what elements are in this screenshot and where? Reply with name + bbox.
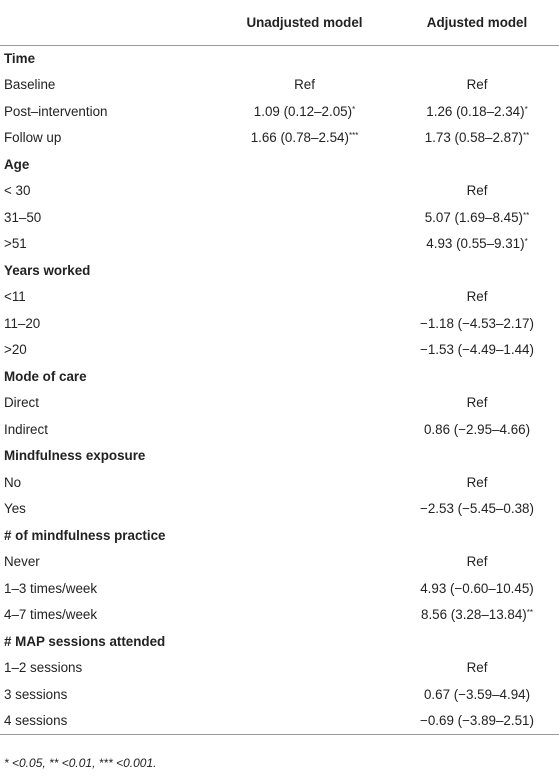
unadjusted-value (214, 205, 395, 232)
unadjusted-value (214, 284, 395, 311)
adjusted-value (395, 72, 559, 99)
unadjusted-value (214, 602, 395, 629)
table-row (0, 311, 559, 338)
adjusted-value-text: Ref (466, 289, 488, 305)
row-label: >51 (4, 236, 27, 252)
adjusted-value-text: −1.18 (−4.53–2.17) (420, 315, 534, 331)
adjusted-value (395, 337, 559, 364)
adjusted-value-text: 8.56 (3.28–13.84) (421, 607, 527, 623)
unadjusted-value (214, 417, 395, 444)
section-label: Mindfulness exposure (4, 448, 146, 464)
adjusted-value (395, 549, 559, 576)
significance-marker: *** (348, 131, 359, 141)
adjusted-value (395, 99, 559, 126)
table-row (0, 496, 559, 523)
row-label: Indirect (4, 421, 48, 437)
table-row (0, 178, 559, 205)
footnote: * <0.05, ** <0.01, *** <0.001. (4, 756, 157, 770)
adjusted-value-text: −1.53 (−4.49–1.44) (420, 342, 534, 358)
row-label: <11 (4, 289, 26, 305)
adjusted-value (395, 417, 559, 444)
unadjusted-value (214, 708, 395, 735)
adjusted-value-text: 1.26 (0.18–2.34) (426, 103, 525, 119)
unadjusted-value (214, 390, 395, 417)
section-row (0, 523, 559, 550)
row-label: No (4, 474, 22, 490)
adjusted-value (395, 576, 559, 603)
adjusted-value (395, 602, 559, 629)
row-label: 4–7 times/week (4, 607, 98, 623)
adjusted-value (395, 655, 559, 682)
adjusted-value-text: Ref (466, 554, 488, 570)
adjusted-value-text: Ref (466, 660, 488, 676)
table-row (0, 708, 559, 735)
section-label: Age (4, 156, 30, 172)
row-label: Post–intervention (4, 103, 108, 119)
row-label: 1–2 sessions (4, 660, 83, 676)
significance-marker: * (352, 104, 356, 114)
significance-marker: ** (526, 608, 533, 618)
unadjusted-value (214, 682, 395, 709)
adjusted-value (395, 496, 559, 523)
section-row (0, 364, 559, 391)
adjusted-value-text: Ref (466, 474, 488, 490)
adjusted-value-text: 4.93 (0.55–9.31) (426, 236, 525, 252)
unadjusted-value (214, 549, 395, 576)
adjusted-value (395, 708, 559, 735)
section-row (0, 46, 559, 73)
unadjusted-value (214, 125, 395, 152)
adjusted-value (395, 470, 559, 497)
table-row (0, 602, 559, 629)
section-row (0, 258, 559, 285)
adjusted-value (395, 205, 559, 232)
unadjusted-value (214, 576, 395, 603)
adjusted-value (395, 231, 559, 258)
table-body (0, 46, 559, 735)
section-label: # of mindfulness practice (4, 527, 166, 543)
table-row (0, 390, 559, 417)
unadjusted-value (214, 311, 395, 338)
row-label: Yes (4, 501, 26, 517)
unadjusted-value (214, 496, 395, 523)
unadjusted-value (214, 655, 395, 682)
table-row (0, 231, 559, 258)
adjusted-value (395, 390, 559, 417)
adjusted-value-text: 0.67 (−3.59–4.94) (423, 686, 531, 702)
adjusted-value-text: 4.93 (−0.60–10.45) (420, 580, 534, 596)
section-label: Time (4, 51, 36, 66)
table-row (0, 125, 559, 152)
table-row (0, 72, 559, 99)
adjusted-value (395, 284, 559, 311)
table-row (0, 655, 559, 682)
row-label: Direct (4, 395, 39, 411)
adjusted-value-text: −0.69 (−3.89–2.51) (420, 713, 534, 728)
table-row (0, 549, 559, 576)
header-variable (0, 0, 214, 46)
row-label: 3 sessions (4, 686, 68, 702)
section-row (0, 629, 559, 656)
adjusted-value-text: Ref (466, 77, 488, 93)
table-row (0, 205, 559, 232)
header-row (0, 0, 559, 46)
unadjusted-value (214, 72, 395, 99)
significance-marker: ** (523, 210, 530, 220)
row-label: 1–3 times/week (4, 580, 98, 596)
row-label: 11–20 (4, 315, 41, 331)
unadjusted-value-text: Ref (294, 77, 315, 93)
table-row (0, 576, 559, 603)
unadjusted-value (214, 178, 395, 205)
section-label: Years worked (4, 262, 91, 278)
header-adjusted-model: Adjusted model (395, 0, 559, 46)
section-row (0, 443, 559, 470)
table-row (0, 682, 559, 709)
row-label: < 30 (4, 183, 31, 199)
table-row (0, 470, 559, 497)
adjusted-value-text: −2.53 (−5.45–0.38) (420, 501, 534, 517)
table-row (0, 337, 559, 364)
unadjusted-value-text: 1.09 (0.12–2.05) (253, 103, 353, 119)
row-label: >20 (4, 342, 27, 358)
unadjusted-value-text: 1.66 (0.78–2.54) (250, 130, 349, 146)
adjusted-value (395, 682, 559, 709)
unadjusted-value (214, 99, 395, 126)
adjusted-value (395, 178, 559, 205)
table-row (0, 417, 559, 444)
significance-marker: * (524, 237, 528, 247)
section-label: # MAP sessions attended (4, 633, 166, 649)
adjusted-value (395, 311, 559, 338)
adjusted-value-text: 5.07 (1.69–8.45) (424, 209, 524, 225)
adjusted-value-text: Ref (466, 395, 488, 411)
unadjusted-value (214, 231, 395, 258)
unadjusted-value (214, 470, 395, 497)
row-label: Follow up (4, 130, 62, 146)
header-unadjusted-model: Unadjusted model (214, 0, 395, 46)
section-label: Mode of care (4, 368, 87, 384)
significance-marker: ** (523, 131, 530, 141)
adjusted-value (395, 125, 559, 152)
table-row (0, 284, 559, 311)
table-row (0, 99, 559, 126)
row-label: Baseline (4, 77, 56, 93)
adjusted-value-text: 1.73 (0.58–2.87) (424, 130, 524, 146)
unadjusted-value (214, 337, 395, 364)
significance-marker: * (524, 104, 528, 114)
row-label: 4 sessions (0, 708, 214, 735)
section-row (0, 152, 559, 179)
adjusted-value-text: Ref (466, 183, 488, 199)
adjusted-value-text: 0.86 (−2.95–4.66) (423, 421, 531, 437)
row-label: Never (4, 554, 40, 570)
row-label: 31–50 (4, 209, 42, 225)
